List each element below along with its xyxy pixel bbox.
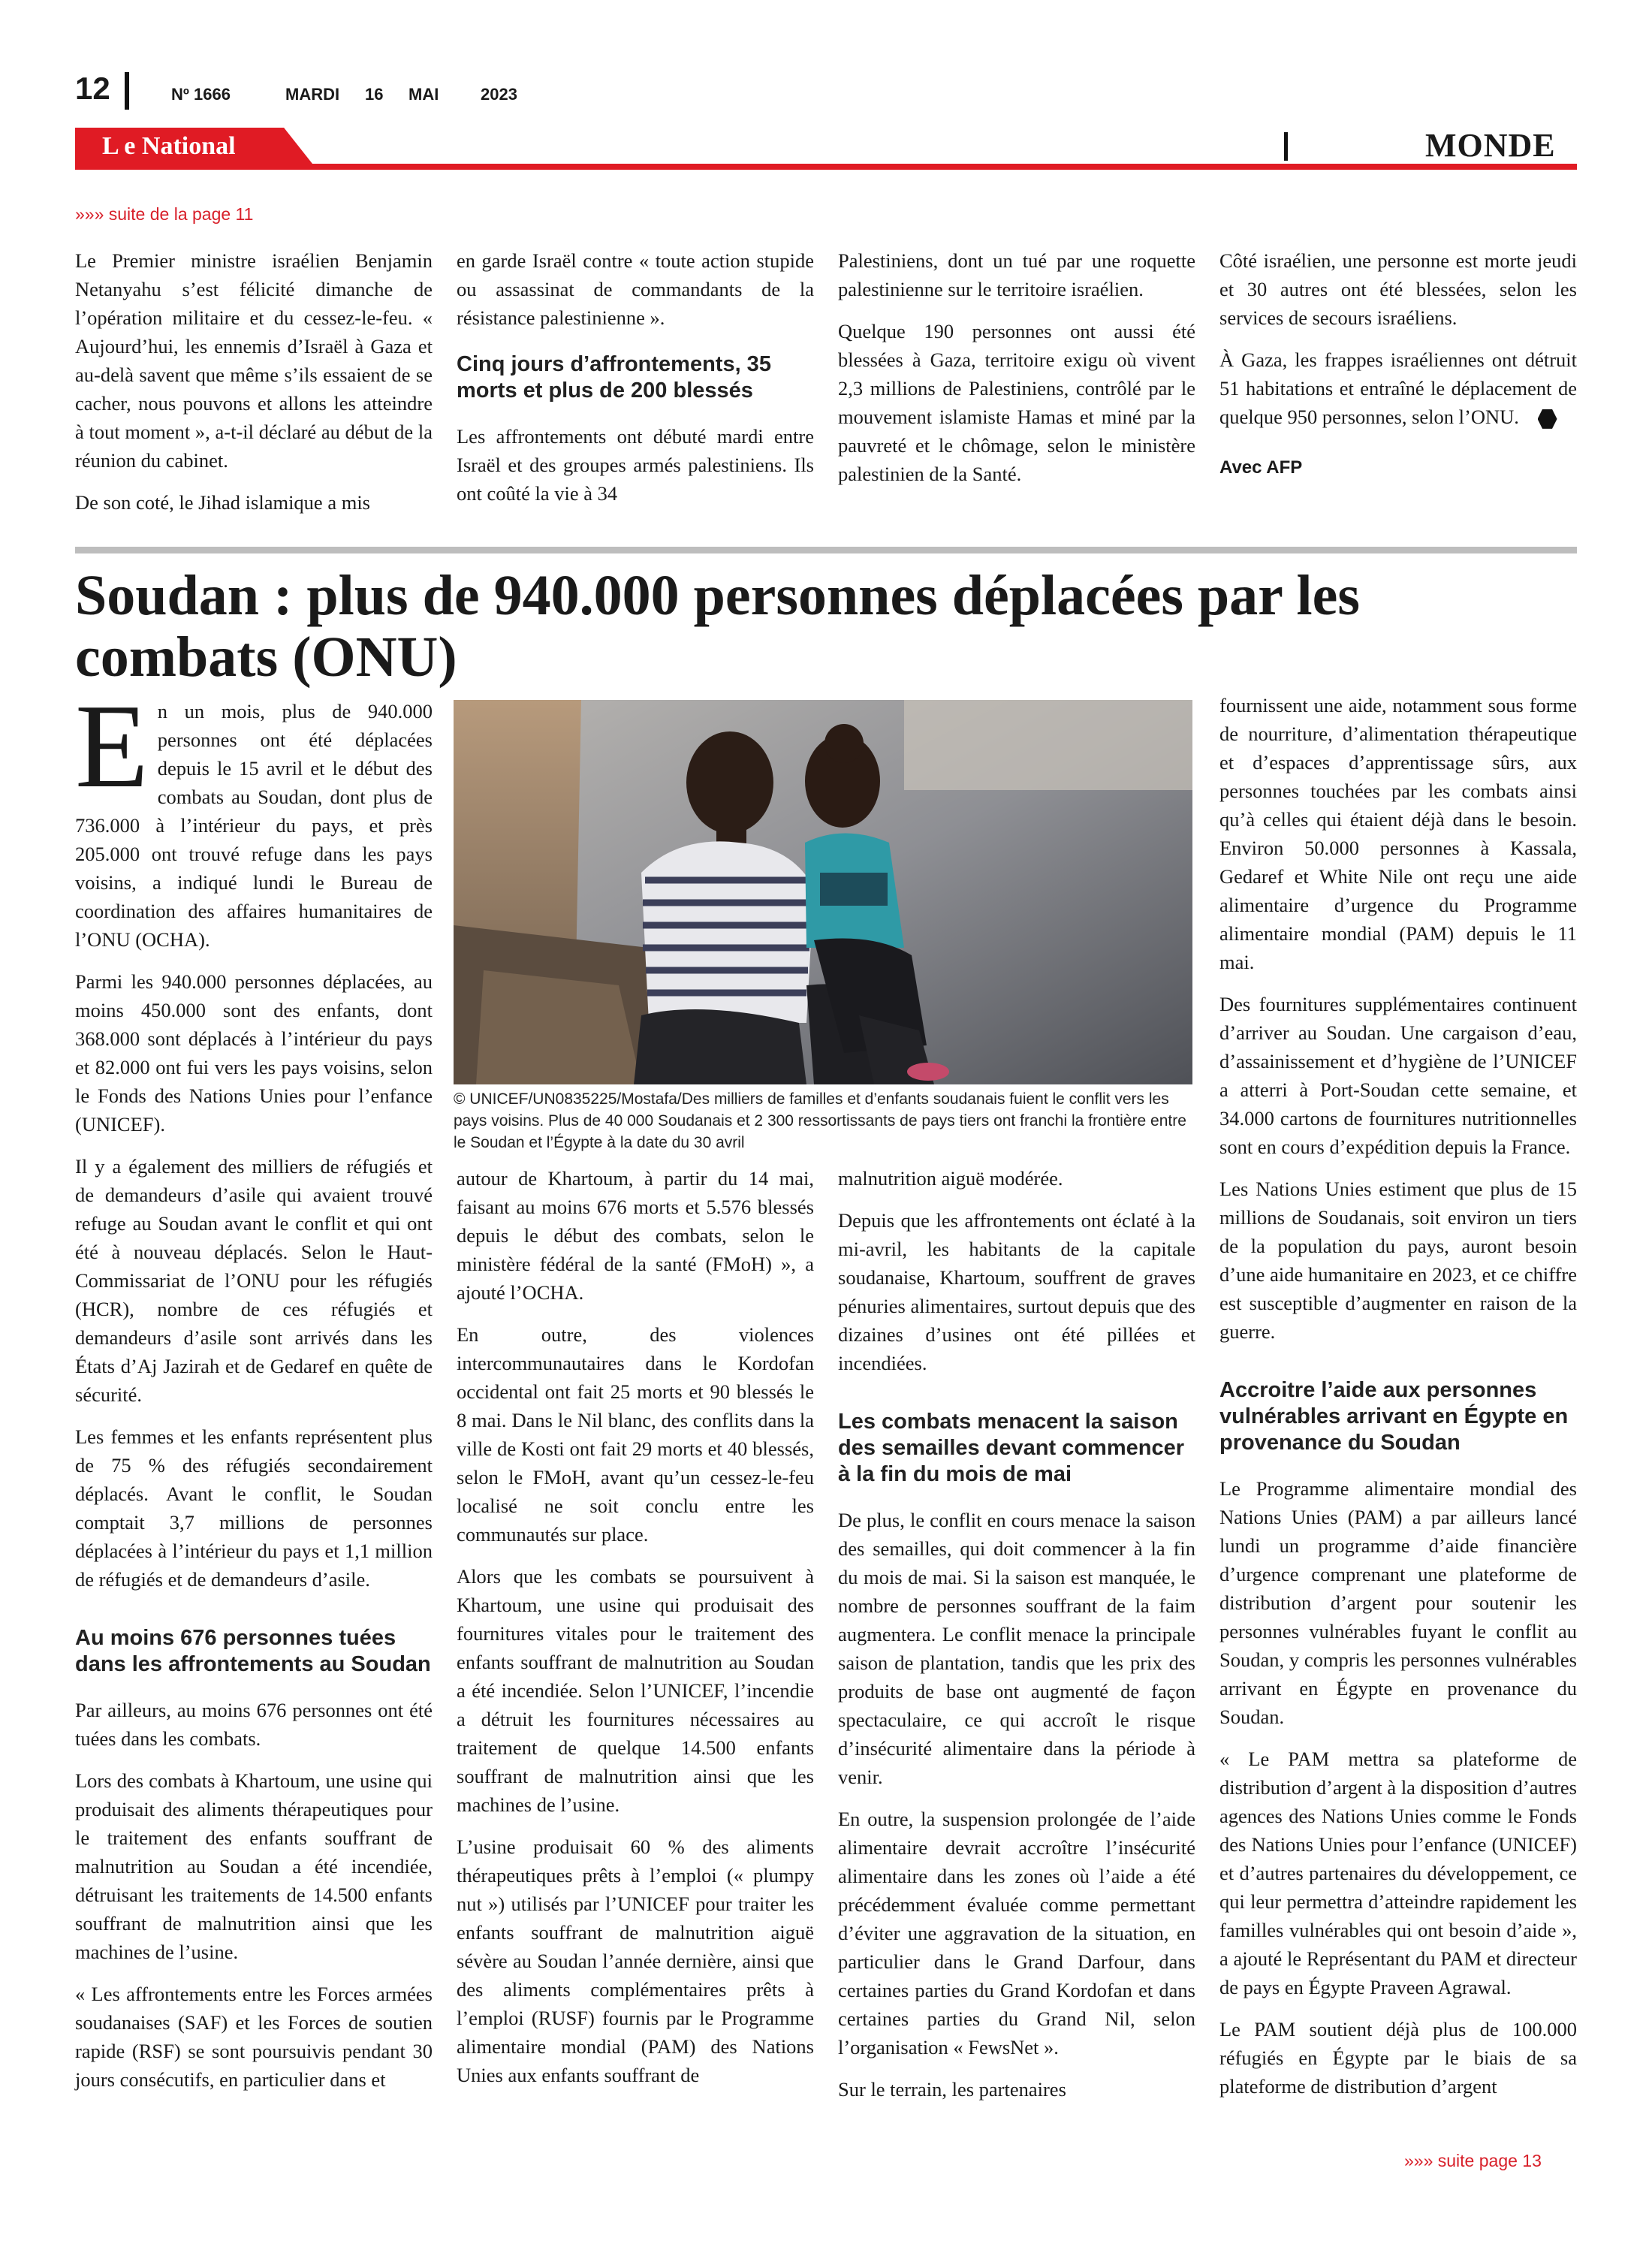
paragraph: [1219, 345, 1577, 431]
paragraph: De son coté, le Jihad islamique a mis: [75, 491, 370, 514]
top-column-3: [838, 246, 1195, 502]
year: 2023: [481, 85, 517, 104]
paragraph: Le Premier ministre israélien Benjamin Netanyahu s’est félicité dimanche de l’opération militaire et du cessez-le-feu. « Aujourd’hui, les ennemis d’Israël à Gaza et au-delà savent que même s’ils essaient de se cacher, nous pouvons et allons les atteindre à tout moment », a-t-il déclaré au début de la réunion du cabinet.: [75, 249, 433, 472]
header-rule: [75, 164, 1577, 170]
paragraph: Par ailleurs, au moins 676 personnes ont été tuées dans les combats.: [75, 1699, 433, 1750]
date-day: 16: [365, 85, 384, 104]
photo-illustration: [454, 700, 1192, 1084]
byline: Avec AFP: [1219, 457, 1303, 478]
paragraph: Les Nations Unies estiment que plus de 15 millions de Soudanais, soit environ un tiers de la population du pays, auront besoin d’une aide humanitaire en 2023, et ce chiffre est susceptible d’augmenter en raison de la guerre.: [1219, 1178, 1577, 1343]
paragraph: « Les affrontements entre les Forces armées soudanaises (SAF) et les Forces de soutien rapide (RSF) se sont poursuivis pendant 30 jours consécutifs, en particulier dans et: [75, 1983, 433, 2091]
section-divider: [1284, 132, 1288, 161]
paragraph: Sur le terrain, les partenaires: [838, 2078, 1066, 2101]
top-column-2: [457, 246, 814, 521]
subheading: Les combats menacent la saison des semailles devant commencer à la fin du mois de mai: [838, 1410, 1185, 1486]
paragraph: Alors que les combats se poursuivent à Khartoum, une usine qui produisait des fournitures vitales pour le traitement des enfants souffrant de malnutrition au Soudan a été incendiée. Selon l’UNICEF, l’incendie a détruit les fournitures nécessaires au traitement de quelque 14.500 enfants souffrant de malnutrition ainsi que les machines de l’usine.: [457, 1565, 814, 1816]
paragraph: Le PAM soutient déjà plus de 100.000 réfugiés en Égypte par le biais de sa plateforme de distribution d’argent: [1219, 2018, 1577, 2098]
page-number-divider: [125, 72, 129, 110]
headline: Soudan : plus de 940.000 personnes déplacées par les combats (ONU): [75, 564, 1360, 689]
main-column-1: [75, 679, 433, 2107]
continued-to: »»» suite page 13: [1404, 2151, 1542, 2170]
weekday: MARDI: [285, 85, 340, 104]
section-name: MONDE: [1425, 127, 1556, 164]
main-column-3: [838, 1164, 1195, 2117]
paragraph-text: À Gaza, les frappes israéliennes ont détruit 51 habitations et entraîné le déplacement de quelque 950 personnes, selon l’ONU.: [1219, 348, 1577, 428]
article-photo: [454, 700, 1192, 1084]
month: MAI: [408, 85, 439, 104]
subheading: Cinq jours d’affrontements, 35 morts et plus de 200 blessés: [457, 352, 771, 403]
main-column-4: [1219, 691, 1577, 2114]
paragraph: En outre, la suspension prolongée de l’aide alimentaire devrait accroître l’insécurité alimentaire dans les zones où l’aide a été précédemment évaluée comme permettant d’éviter une aggravation de la situation, en particulier dans le Grand Darfour, dans certaines parties du Grand Kordofan et dans certaines parties du Grand Nil, selon l’organisation « FewsNet ».: [838, 1808, 1195, 2058]
paragraph: fournissent une aide, notamment sous forme de nourriture, d’alimentation thérapeutique et d’espaces d’apprentissage sûrs, aux personnes touchées par les combats ainsi qu’à celles qui étaient déjà dans le besoin. Environ 50.000 personnes à Kassala, Gedaref et White Nile ont reçu une aide alimentaire d’urgence du Programme alimentaire mondial (PAM) depuis le 11 mai.: [1219, 694, 1577, 973]
page-number: 12: [75, 71, 110, 106]
paragraph: en garde Israël contre « toute action stupide ou assassinat de commandants de la résistance palestinienne ».: [457, 249, 814, 329]
paragraph: Depuis que les affrontements ont éclaté à la mi-avril, les habitants de la capitale soudanaise, Khartoum, souffrent de graves pénuries alimentaires, surtout depuis que des dizaines d’usines ont été pillées et incendiées.: [838, 1209, 1195, 1374]
continued-from: »»» suite de la page 11: [75, 204, 254, 224]
paragraph: Le Programme alimentaire mondial des Nations Unies (PAM) a par ailleurs lancé lundi un programme d’aide financière d’urgence comprenant une plateforme de distribution d’argent pour soutenir les personnes vulnérables fuyant le conflit au Soudan, y compris les personnes vulnérables arrivant en Égypte en provenance du Soudan.: [1219, 1477, 1577, 1728]
paragraph: « Le PAM mettra sa plateforme de distribution d’argent à la disposition d’autres agences des Nations Unies comme le Fonds des Nations Unies pour l’enfance (UNICEF) et d’autres partenaires du développement, ce qui leur permettra d’atteindre rapidement les familles vulnérables qui ont besoin d’aide », a ajouté le Représentant du PAM et directeur de pays en Égypte Praveen Agrawal.: [1219, 1748, 1577, 1998]
paragraph: De plus, le conflit en cours menace la saison des semailles, qui doit commencer à la fin du mois de mai. Si la saison est manquée, le nombre de personnes souffrant de la faim augmentera. Le conflit menace la principale saison de plantation, tandis que les prix des produits de base ont augmenté de façon spectaculaire, ce qui accroît le risque d’insécurité alimentaire dans la période à venir.: [838, 1509, 1195, 1788]
paragraph: Quelque 190 personnes ont aussi été blessées à Gaza, territoire exigu où vivent 2,3 millions de Palestiniens, contrôlé par le mouvement islamiste Hamas et miné par la pauvreté et le chômage, selon le ministère palestinien de la Santé.: [838, 320, 1195, 485]
paragraph: autour de Khartoum, à partir du 14 mai, faisant au moins 676 morts et 5.576 blessés depuis le début des combats, selon le ministère fédéral de la santé (FMoH) », a ajouté l’OCHA.: [457, 1167, 814, 1304]
subheading: Accroitre l’aide aux personnes vulnérables arrivant en Égypte en provenance du Soudan: [1219, 1378, 1569, 1455]
photo-caption: © UNICEF/UN0835225/Mostafa/Des milliers de familles et d’enfants soudanais fuient le conflit vers les pays voisins. Plus de 40 000 Soudanais et 2 300 ressortissants de pays tiers ont franchi la frontière entre le Soudan et l’Égypte à la date du 30 avril: [454, 1090, 1186, 1151]
top-column-1: [75, 246, 433, 530]
paragraph: Les affrontements ont débuté mardi entre Israël et des groupes armés palestiniens. Ils ont coûté la vie à 34: [457, 425, 814, 505]
paragraph: Il y a également des milliers de réfugiés et de demandeurs d’asile qui avaient trouvé refuge au Soudan avant le conflit et qui ont été à nouveau déplacés. Selon le Haut-Commissariat de l’ONU pour les réfugiés (HCR), nombre de ces réfugiés et demandeurs d’asile sont arrivés dans les États d’Aj Jazirah et de Gedaref en quête de sécurité.: [75, 1155, 433, 1406]
top-column-4: [1219, 246, 1577, 496]
dropcap: E: [75, 679, 149, 813]
article-separator: [75, 547, 1577, 553]
paragraph: Les femmes et les enfants représentent plus de 75 % des réfugiés secondairement déplacés. Avant le conflit, le Soudan comptait 3,7 millions de personnes déplacées à l’intérieur du pays et 1,1 million de réfugiés et de demandeurs d’asile.: [75, 1425, 433, 1591]
paragraph: Côté israélien, une personne est morte jeudi et 30 autres ont été blessées, selon les services de secours israéliens.: [1219, 249, 1577, 329]
paragraph: L’usine produisait 60 % des aliments thérapeutiques prêts à l’emploi (« plumpy nut ») utilisés par l’UNICEF pour traiter les enfants souffrant de malnutrition aiguë sévère au Soudan l’année dernière, ainsi que des aliments complémentaires prêts à l’emploi (RUSF) fournis par le Programme alimentaire mondial (PAM) des Nations Unies aux enfants souffrant de: [457, 1835, 814, 2086]
paragraph: Parmi les 940.000 personnes déplacées, au moins 450.000 sont des enfants, dont 368.000 sont déplacés à l’intérieur du pays et 82.000 ont fui vers les pays voisins, selon le Fonds des Nations Unies pour l’enfance (UNICEF).: [75, 970, 433, 1136]
paragraph: En outre, des violences intercommunautaires dans le Kordofan occidental ont fait 25 morts et 90 blessés le 8 mai. Dans le Nil blanc, des conflits dans la ville de Kosti ont fait 29 morts et 40 blessés, selon le FMoH, avant qu’un cessez-le-feu localisé ne soit conclu entre les communautés sur place.: [457, 1323, 814, 1546]
issue-number: Nº 1666: [171, 85, 231, 104]
lead-text: n un mois, plus de 940.000 personnes ont été déplacées depuis le 15 avril et le début des combats au Soudan, dont plus de 736.000 à l’intérieur du pays, et près 205.000 ont trouvé refuge dans les pays voisins, a indiqué lundi le Bureau de coordination des affaires humanitaires de l’ONU (OCHA).: [75, 700, 433, 951]
end-mark-icon: [1538, 409, 1557, 429]
paragraph: Lors des combats à Khartoum, une usine qui produisait des aliments thérapeutiques pour le traitement des enfants souffrant de malnutrition au Soudan a été incendiée, détruisant les traitements de 14.500 enfants souffrant de malnutrition ainsi que les machines de l’usine.: [75, 1769, 433, 1963]
paragraph: Palestiniens, dont un tué par une roquette palestinienne sur le territoire israélien.: [838, 249, 1195, 300]
brand-name: L e National: [102, 132, 236, 160]
main-column-2: [457, 1164, 814, 2103]
paragraph: malnutrition aiguë modérée.: [838, 1167, 1063, 1190]
lead-paragraph: [75, 679, 433, 954]
subheading: Au moins 676 personnes tuées dans les affrontements au Soudan: [75, 1626, 431, 1676]
paragraph: Des fournitures supplémentaires continuent d’arriver au Soudan. Une cargaison d’eau, d’assainissement et d’hygiène de l’UNICEF a atterri à Port-Soudan cette semaine, et 34.000 cartons de fournitures nutritionnelles sont en cours d’expédition depuis la France.: [1219, 993, 1577, 1158]
